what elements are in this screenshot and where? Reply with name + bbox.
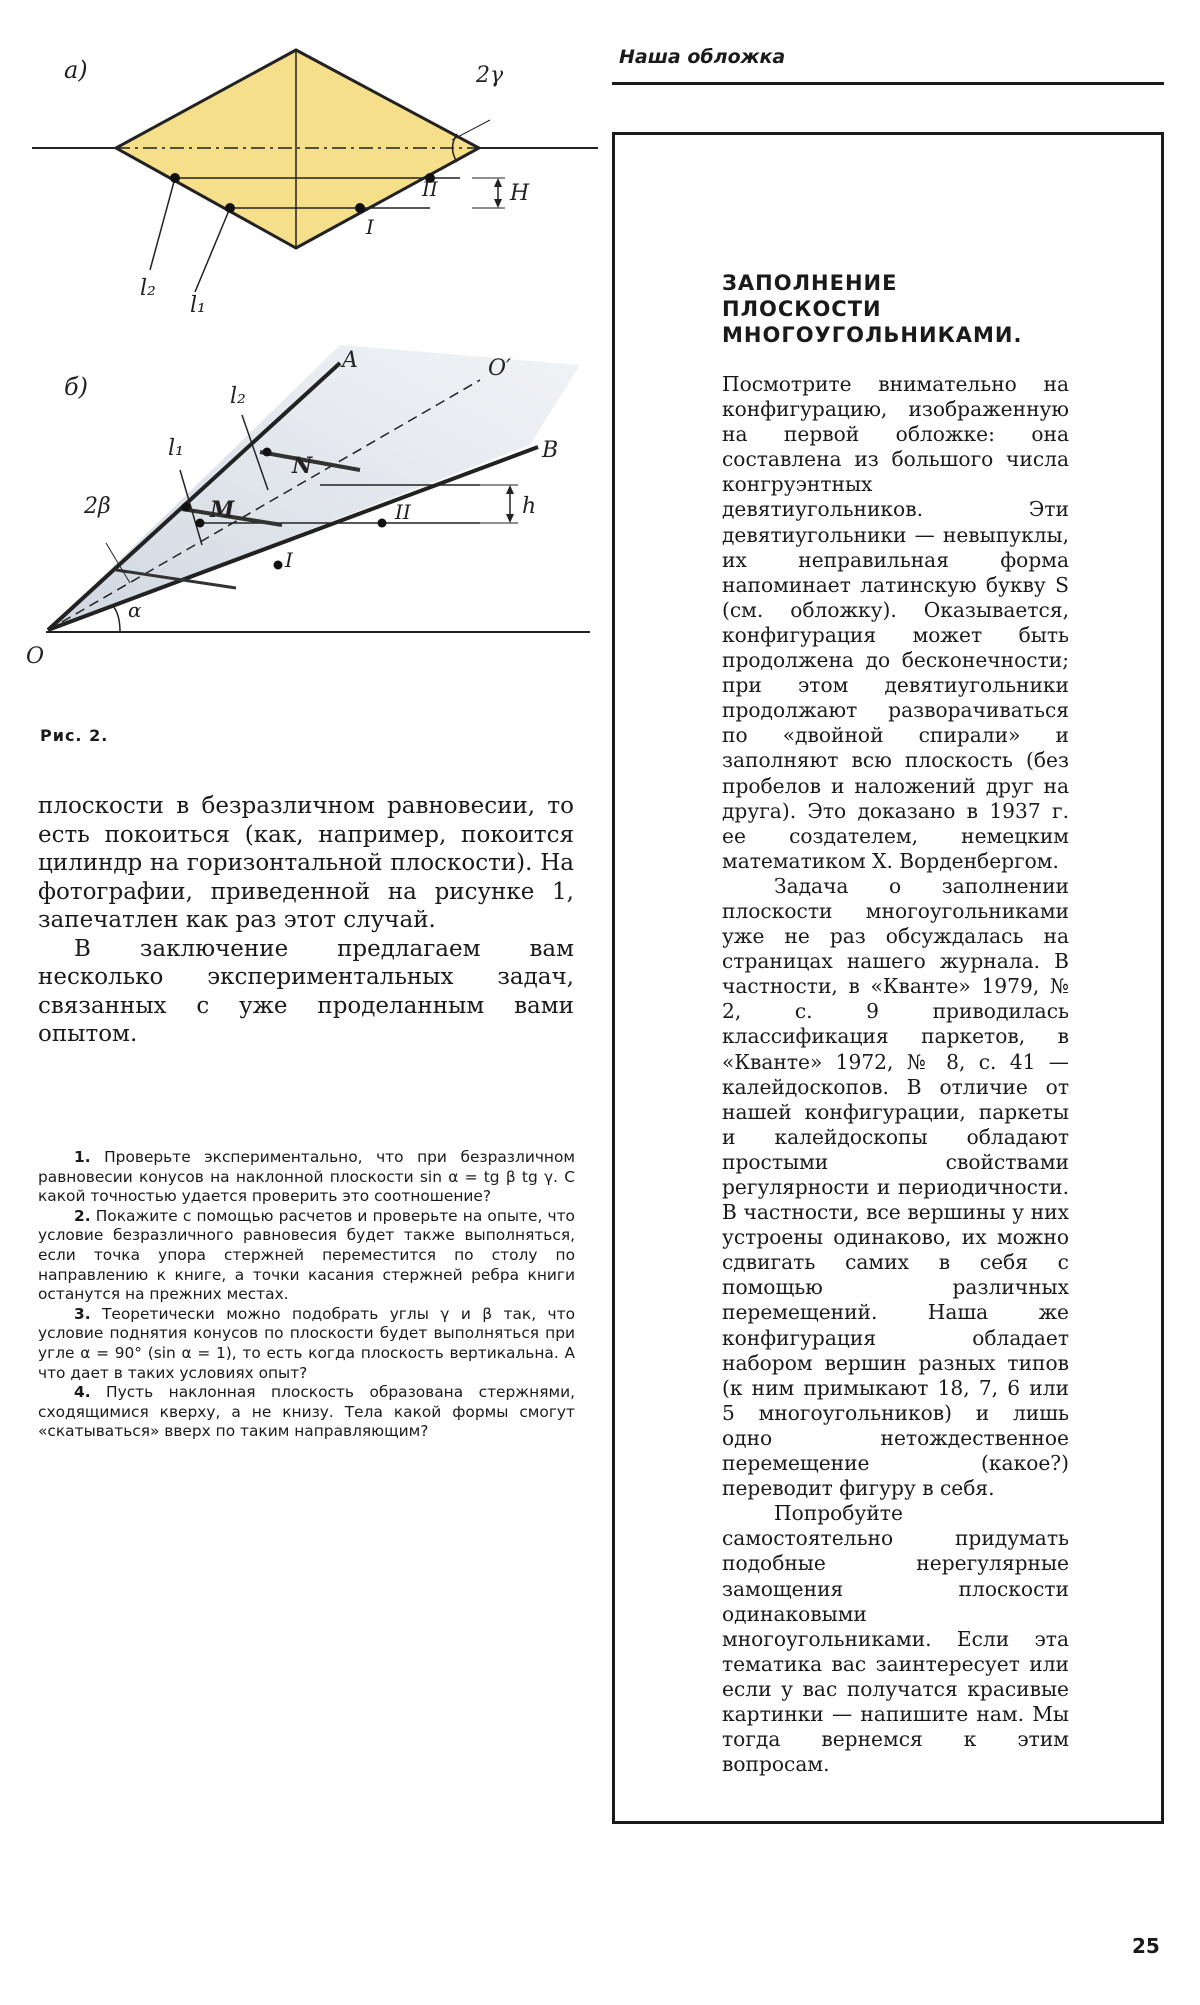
angle-leader: [452, 120, 490, 140]
angle-label: 2γ: [476, 63, 504, 88]
height-label: H: [510, 181, 530, 206]
line-l2-label: l₂: [140, 276, 156, 301]
paragraph: Посмотрите внимательно на конфигурацию, изображенную на первой обложке: она составлена из большого числа конгруэнтных девятиугольников. Эти девятиугольники — невыпуклы, их неправильная форма напоминает латинскую букву S (см. обложку). Оказывается, конфигурация может быть продолжена до бесконечности; при этом девятиугольники продолжают разворачиваться по «двойной спирали» и заполняют всю плоскость (без пробелов и наложений друг на друга). Это доказано в 1937 г. ее создателем, немецким математиком Х. Ворденбергом.: [722, 372, 1069, 873]
height-h-label: h: [522, 494, 537, 519]
paragraph: плоскости в безразличном равновесии, то есть покоиться (как, например, покоится цилиндр на горизонтальной плоскости). На фотографии, приведенной на рисунке 1, запечатлен как раз этот случай.: [38, 793, 574, 933]
alpha-arc: [112, 605, 120, 632]
problem-number: 3.: [74, 1304, 91, 1323]
problem-item: [38, 1148, 575, 1207]
title-line: ПЛОСКОСТИ: [722, 297, 882, 321]
point-I-label: I: [285, 548, 293, 572]
problem-text: Теоретически можно подобрать углы γ и β так, что условие поднятия конусов по плоскости будет выполняться при угле α = 90° (sin α = 1), то есть когда плоскость вертикальна. А что дает в таких условиях опыт?: [38, 1304, 575, 1382]
problem-item: [38, 1207, 575, 1305]
angle-beta-label: 2β: [84, 494, 111, 519]
line-l1: [195, 208, 230, 292]
section-header: Наша обложка: [619, 46, 786, 68]
contact-point: [196, 519, 205, 528]
contact-point: [182, 503, 191, 512]
label-O-prime: O′: [488, 356, 512, 381]
point-II-label: II: [395, 500, 411, 524]
line-l2: [150, 178, 175, 270]
angle-alpha-label: α: [128, 598, 142, 622]
sidebar-title: [722, 270, 1122, 348]
figure-b: [20, 345, 620, 675]
contact-point: [355, 203, 365, 213]
problem-item: [38, 1383, 575, 1442]
title-line: МНОГОУГОЛЬНИКАМИ.: [722, 323, 1023, 347]
panel-label-b: б): [64, 373, 89, 401]
page-number: 25: [1132, 1934, 1160, 1958]
label-A: A: [342, 348, 358, 373]
problem-text: Пусть наклонная плоскость образована стержнями, сходящимися кверху, а не книзу. Тела какой формы смогут «скатываться» вверх по таким направляющим?: [38, 1383, 575, 1441]
label-M: M: [210, 497, 235, 523]
panel-label-a: а): [64, 56, 88, 84]
paragraph: Попробуйте самостоятельно придумать подобные нерегулярные замощения плоскости одинаковыми многоугольниками. Если эта тематика вас заинтересует или если у вас получатся красивые картинки — напишите нам. Мы тогда вернемся к этим вопросам.: [722, 1501, 1069, 1777]
problem-number: 2.: [74, 1206, 91, 1225]
point-I-label: I: [366, 215, 374, 239]
figure-a: [20, 30, 620, 330]
label-l2: l₂: [230, 384, 246, 409]
label-N: N: [292, 453, 313, 479]
label-B: B: [542, 438, 559, 463]
label-O: O: [26, 644, 45, 669]
contact-point: [274, 561, 283, 570]
problem-list: [38, 1148, 575, 1442]
figure-caption: Рис. 2.: [40, 726, 109, 745]
problem-text: Покажите с помощью расчетов и проверьте на опыте, что условие безразличного равновесия будет также выполняться, если точка упора стержней переместится по столу по направлению к книге, а точки касания стержней ребра книги останутся на прежних местах.: [38, 1206, 575, 1304]
axis-OO-prime: [48, 380, 480, 630]
paragraph: В заключение предлагаем вам несколько экспериментальных задач, связанных с уже проделанным вами опытом.: [38, 935, 574, 1047]
height-arrowhead: [506, 514, 514, 523]
contact-point: [378, 519, 387, 528]
contact-point: [225, 203, 235, 213]
label-l1: l₁: [168, 436, 184, 461]
line-l1-label: l₁: [190, 293, 206, 318]
problem-item: [38, 1305, 575, 1383]
left-column-text: [38, 792, 574, 1049]
height-arrowhead: [494, 199, 502, 208]
contact-point: [263, 448, 272, 457]
title-line: ЗАПОЛНЕНИЕ: [722, 271, 898, 295]
header-rule: [612, 82, 1164, 85]
height-arrowhead: [506, 485, 514, 494]
problem-number: 1.: [74, 1148, 91, 1166]
contact-point: [170, 173, 180, 183]
sidebar-text: [722, 372, 1069, 1777]
problem-text: Проверьте экспериментально, что при безразличном равновесии конусов на наклонной плоскости sin α = tg β tg γ. С какой точностью удается проверить это соотношение?: [38, 1148, 575, 1206]
rhombus-cone-section: [116, 50, 479, 248]
problem-number: 4.: [74, 1383, 91, 1402]
height-arrowhead: [494, 178, 502, 187]
paragraph: Задача о заполнении плоскости многоугольниками уже не раз обсуждалась на страницах нашего журнала. В частности, в «Кванте» 1979, № 2, с. 9 приводилась классификация паркетов, в «Кванте» 1972, № 8, с. 41 — калейдоскопов. В отличие от нашей конфигурации, паркеты и калейдоскопы обладают простыми свойствами регулярности и периодичности. В частности, все вершины у них устроены одинаково, их можно сдвигать самих в себя с помощью различных перемещений. Наша же конфигурация обладает набором вершин разных типов (к ним примыкают 18, 7, 6 или 5 многоугольников) и лишь одно нетождественное перемещение (какое?) переводит фигуру в себя.: [722, 873, 1069, 1501]
point-II-label: II: [422, 177, 438, 201]
